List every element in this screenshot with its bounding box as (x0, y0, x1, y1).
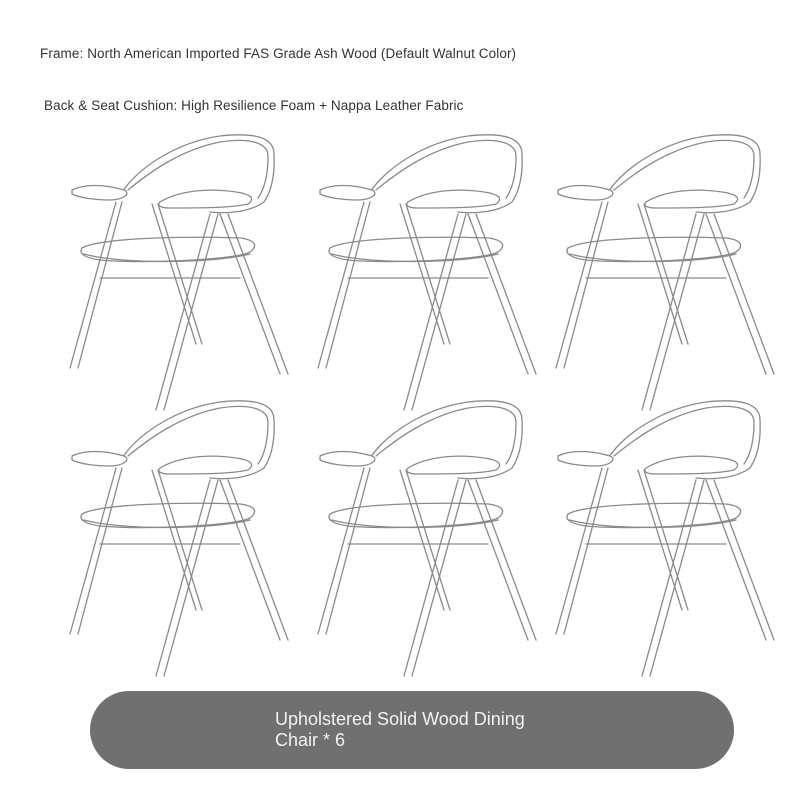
chair-illustration (308, 394, 548, 684)
frame-material-spec: Frame: North American Imported FAS Grade Ash Wood (Default Walnut Color) (40, 46, 517, 61)
chair-illustration (546, 394, 786, 684)
product-caption: Upholstered Solid Wood Dining Chair * 6 (275, 709, 525, 750)
chair-illustration (308, 128, 548, 418)
chair-illustration (546, 128, 786, 418)
chair-illustration (60, 394, 300, 684)
chair-illustration (60, 128, 300, 418)
caption-banner (90, 691, 734, 769)
cushion-material-spec: Back & Seat Cushion: High Resilience Foam + Nappa Leather Fabric (44, 98, 464, 113)
